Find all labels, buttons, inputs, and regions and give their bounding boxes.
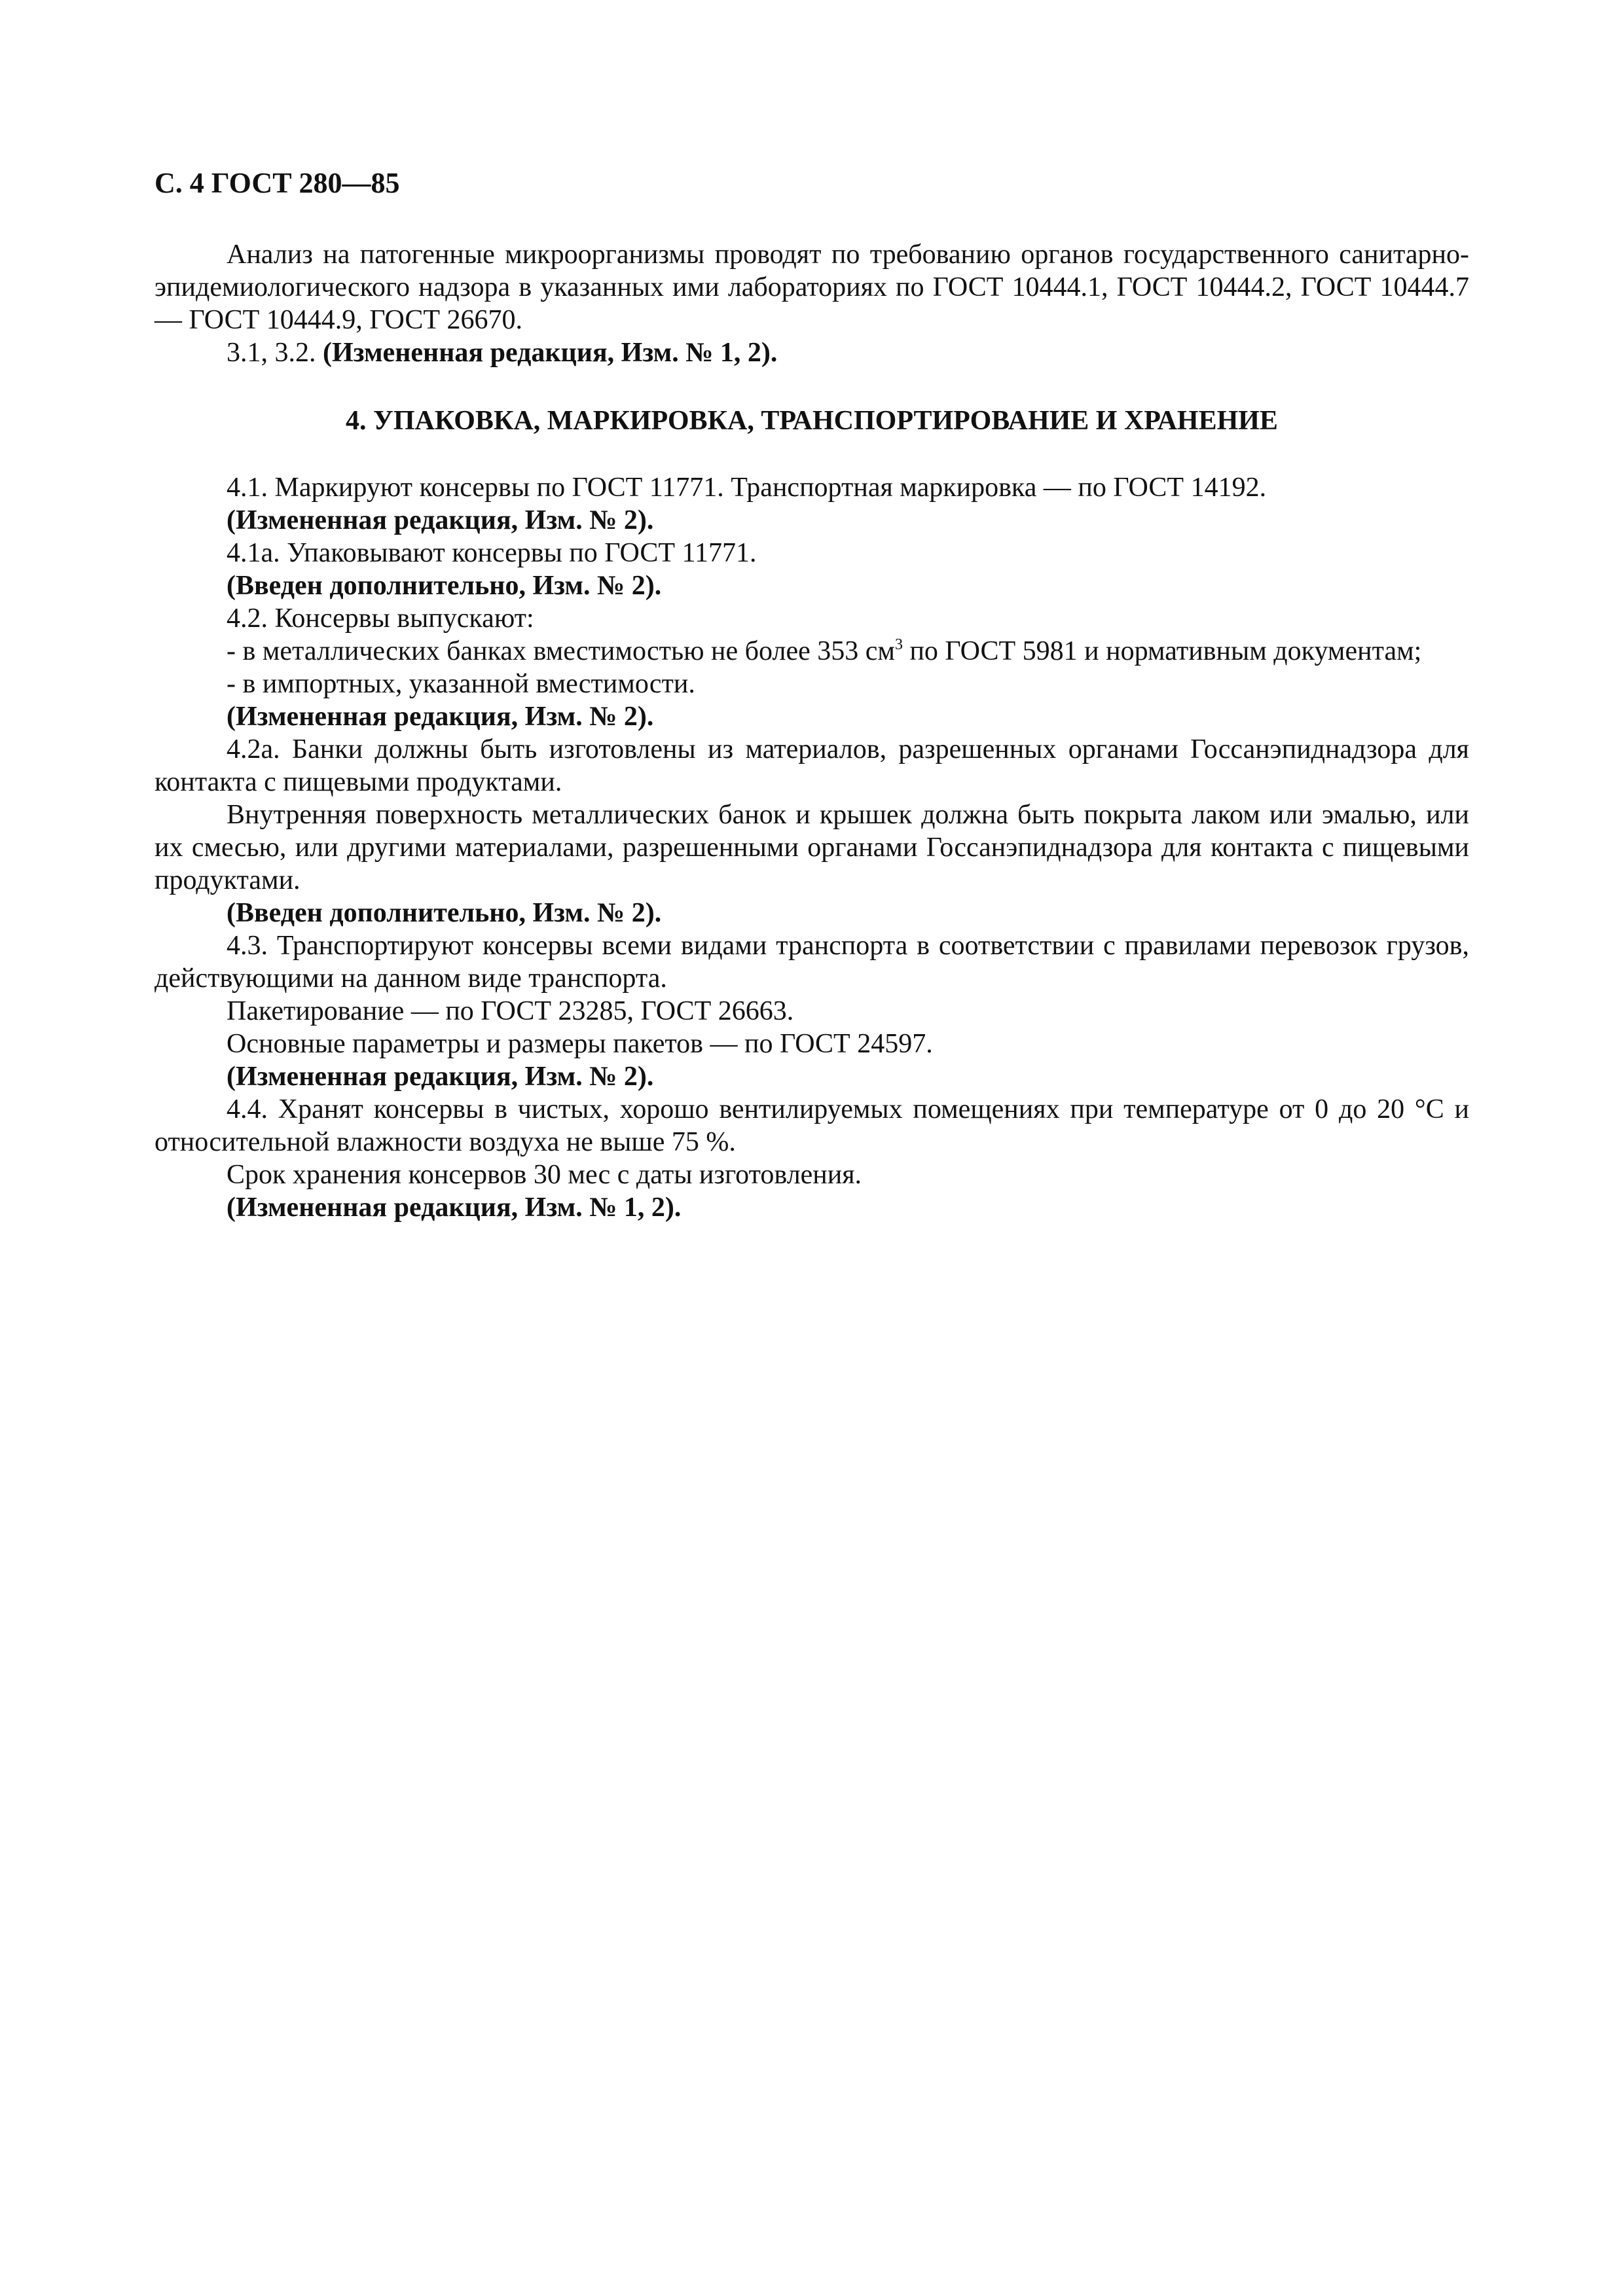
item-text-end: по ГОСТ 5981 и нормативным документам; (902, 636, 1422, 666)
section-title: 4. УПАКОВКА, МАРКИРОВКА, ТРАНСПОРТИРОВАНИЕ И ХРАНЕНИЕ (346, 406, 1278, 436)
amendment-note-4-1a: (Введен дополнительно, Изм. № 2). (227, 571, 662, 601)
clause-4-4-shelf-life: Срок хранения консервов 30 мес с даты изготовления. (227, 1160, 862, 1190)
amendment-note-4-2: (Измененная редакция, Изм. № 2). (227, 702, 654, 732)
amendment-note-4-1: (Измененная редакция, Изм. № 2). (227, 505, 654, 535)
clause-4-2a: 4.2а. Банки должны быть изготовлены из материалов, разрешенных органами Госсанэпиднадзора для контакта с пищевыми продуктами. (155, 734, 1469, 797)
clause-4-1: 4.1. Маркируют консервы по ГОСТ 11771. Транспортная маркировка — по ГОСТ 14192. (227, 473, 1267, 503)
amendment-note-4-3: (Измененная редакция, Изм. № 2). (227, 1062, 654, 1092)
clause-4-2: 4.2. Консервы выпускают: (227, 603, 534, 634)
amendment-clause-ref: 3.1, 3.2. (227, 338, 323, 368)
clause-4-3-packaging: Пакетирование — по ГОСТ 23285, ГОСТ 26663. (227, 996, 794, 1026)
item-text-start: - в металлических банках вместимостью не более 353 см (227, 636, 895, 666)
clause-4-2a-inner-surface: Внутренняя поверхность металлических банок и крышек должна быть покрыта лаком или эмалью, или их смесью, или другими материалами, разрешенными органами Госсанэпиднадзора для контакта с пищевыми продуктами. (155, 800, 1469, 895)
amendment-note-4-2a: (Введен дополнительно, Изм. № 2). (227, 898, 662, 928)
intro-paragraph: Анализ на патогенные микроорганизмы проводят по требованию органов государственного санитарно-эпидемиологического надзора в указанных ими лабораториях по ГОСТ 10444.1, ГОСТ 10444.2, ГОСТ 10444.7 — ГОСТ 10444.9, ГОСТ 26670. (155, 240, 1469, 335)
document-body (155, 238, 1469, 1224)
clause-4-3-package-params: Основные параметры и размеры пакетов — по ГОСТ 24597. (227, 1029, 933, 1059)
clause-4-1a: 4.1а. Упаковывают консервы по ГОСТ 11771. (227, 538, 757, 568)
clause-4-2-item-imported: - в импортных, указанной вместимости. (227, 669, 695, 699)
clause-4-2-item-metal-cans (155, 635, 1469, 668)
clause-4-4: 4.4. Хранят консервы в чистых, хорошо вентилируемых помещениях при температуре от 0 до 20 °С и относительной влажности воздуха не выше 75 %. (155, 1094, 1469, 1157)
superscript-3: 3 (894, 636, 903, 653)
clause-4-3: 4.3. Транспортируют консервы всеми видами транспорта в соответствии с правилами перевозок грузов, действующими на данном виде транспорта. (155, 931, 1469, 994)
amendment-note-3-1 (155, 336, 1469, 369)
amendment-note-4-4: (Измененная редакция, Изм. № 1, 2). (227, 1193, 682, 1223)
amendment-note-text: (Измененная редакция, Изм. № 1, 2). (323, 338, 778, 368)
page-header: С. 4 ГОСТ 280—85 (155, 167, 400, 199)
